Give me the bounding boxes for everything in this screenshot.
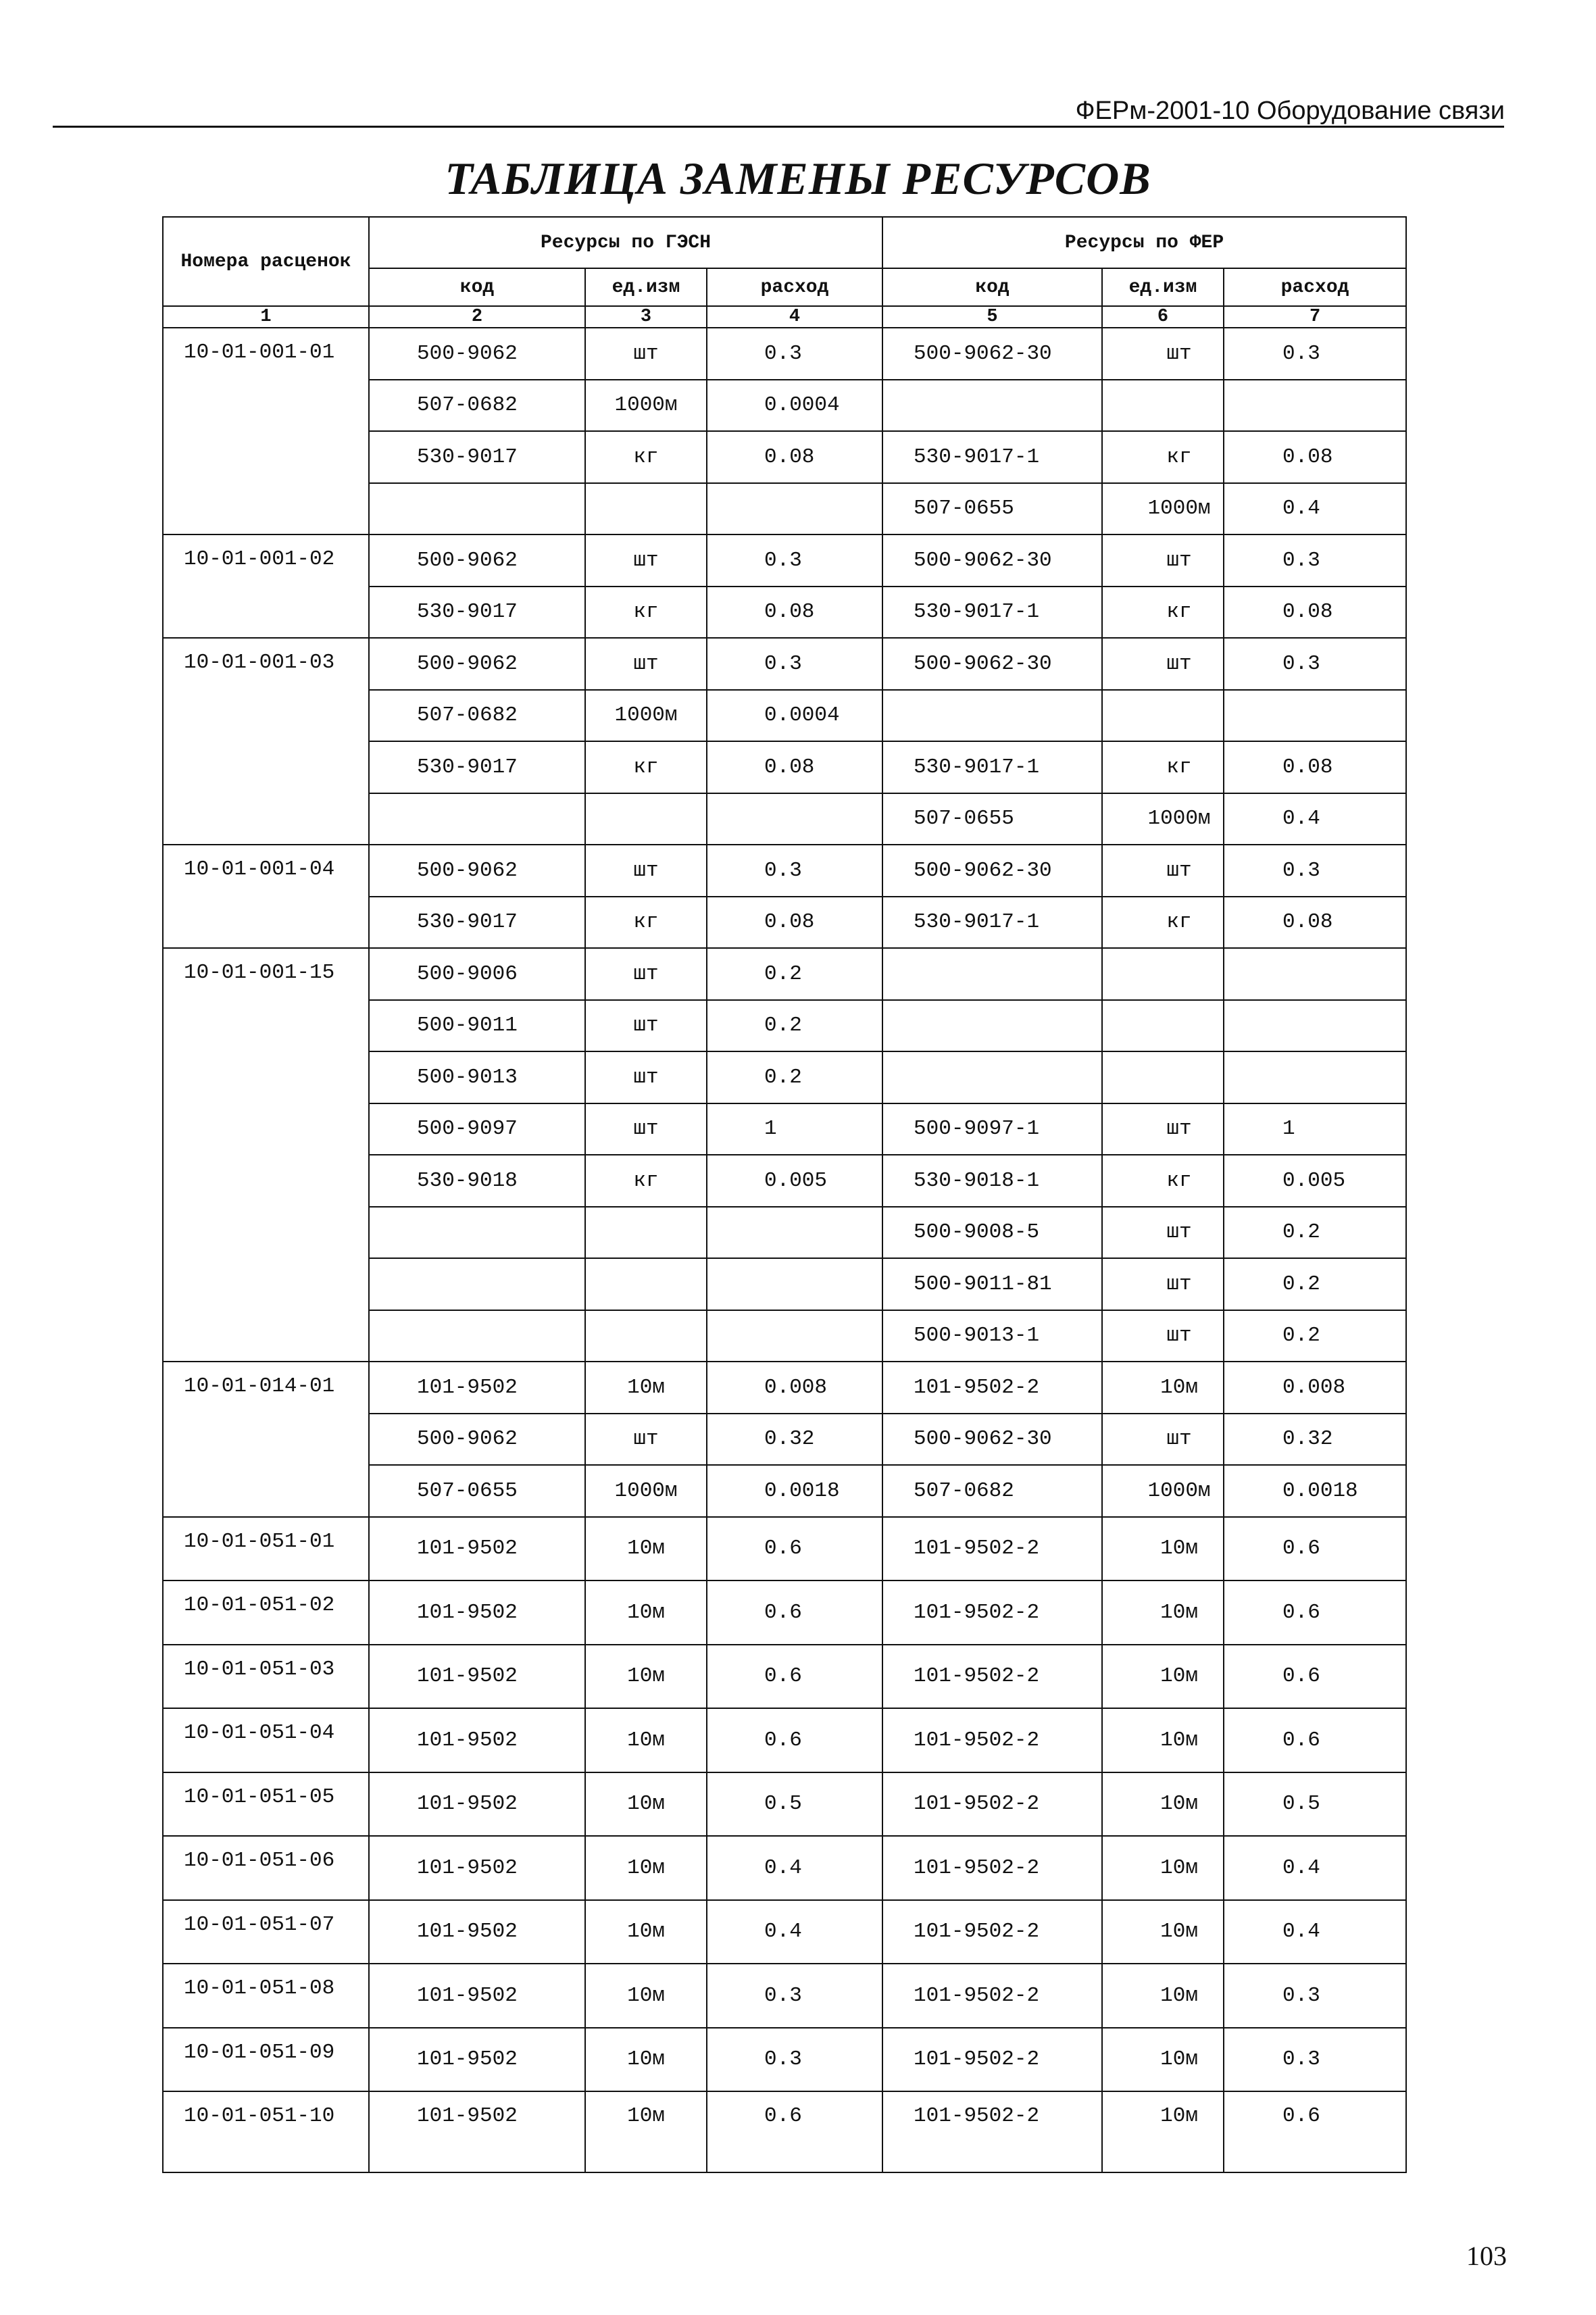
fer-unit-header: ед.изм (1102, 268, 1224, 306)
gesn-code-cell: 101-9502 (369, 1836, 585, 1900)
fer-unit-cell: кг (1102, 897, 1224, 949)
gesn-code-cell: 500-9062 (369, 534, 585, 587)
gesn-qty-cell: 0.6 (707, 1580, 882, 1645)
gesn-qty-cell: 0.3 (707, 845, 882, 897)
rate-number-cell: 10-01-051-10 (163, 2091, 369, 2172)
table-row (163, 1362, 1406, 1414)
gesn-qty-cell: 0.08 (707, 741, 882, 793)
gesn-code-cell: 507-0682 (369, 380, 585, 432)
gesn-code-cell: 530-9017 (369, 897, 585, 949)
gesn-qty-cell: 0.4 (707, 1900, 882, 1964)
fer-qty-cell: 0.6 (1224, 1645, 1406, 1709)
gesn-unit-cell (585, 1258, 707, 1310)
fer-qty-cell: 0.3 (1224, 1964, 1406, 2028)
gesn-unit-cell: шт (585, 845, 707, 897)
fer-qty-cell: 0.2 (1224, 1207, 1406, 1259)
fer-unit-cell: шт (1102, 1414, 1224, 1466)
gesn-unit-cell: 1000м (585, 1465, 707, 1517)
fer-code-cell: 101-9502-2 (882, 1580, 1102, 1645)
gesn-code-cell: 500-9011 (369, 1000, 585, 1052)
gesn-unit-cell: 10м (585, 1900, 707, 1964)
fer-unit-cell: шт (1102, 1103, 1224, 1155)
gesn-qty-cell: 0.4 (707, 1836, 882, 1900)
gesn-unit-cell: шт (585, 1000, 707, 1052)
fer-qty-cell: 0.4 (1224, 793, 1406, 845)
column-number: 5 (882, 306, 1102, 328)
gesn-unit-cell: 10м (585, 1772, 707, 1837)
gesn-code-cell: 101-9502 (369, 1362, 585, 1414)
table-row (163, 1900, 1406, 1964)
gesn-qty-cell: 0.6 (707, 1645, 882, 1709)
fer-qty-cell (1224, 380, 1406, 432)
rate-number-cell: 10-01-051-02 (163, 1580, 369, 1645)
fer-code-cell: 507-0655 (882, 483, 1102, 535)
gesn-unit-cell: кг (585, 431, 707, 483)
fer-unit-cell (1102, 1051, 1224, 1103)
gesn-unit-cell: 10м (585, 1362, 707, 1414)
gesn-code-cell: 101-9502 (369, 1580, 585, 1645)
fer-qty-cell: 0.08 (1224, 587, 1406, 639)
gesn-code-cell: 500-9006 (369, 948, 585, 1000)
gesn-code-cell: 500-9062 (369, 1414, 585, 1466)
fer-qty-cell: 0.32 (1224, 1414, 1406, 1466)
fer-qty-cell: 0.3 (1224, 845, 1406, 897)
table-row (163, 1964, 1406, 2028)
gesn-unit-cell: кг (585, 587, 707, 639)
rate-number-cell: 10-01-001-03 (163, 638, 369, 845)
gesn-code-cell: 530-9017 (369, 741, 585, 793)
fer-resources-header: Ресурсы по ФЕР (882, 217, 1406, 268)
fer-code-cell: 500-9062-30 (882, 1414, 1102, 1466)
gesn-unit-cell: 10м (585, 1708, 707, 1772)
fer-code-cell: 101-9502-2 (882, 1362, 1102, 1414)
gesn-unit-cell: кг (585, 897, 707, 949)
gesn-code-cell: 530-9018 (369, 1155, 585, 1207)
fer-unit-cell: 10м (1102, 1517, 1224, 1581)
column-number: 7 (1224, 306, 1406, 328)
rate-number-cell: 10-01-001-02 (163, 534, 369, 638)
fer-code-cell: 500-9011-81 (882, 1258, 1102, 1310)
fer-qty-cell: 0.2 (1224, 1258, 1406, 1310)
gesn-unit-cell (585, 1207, 707, 1259)
fer-qty-cell: 0.6 (1224, 1708, 1406, 1772)
fer-unit-cell: шт (1102, 328, 1224, 380)
gesn-qty-cell (707, 483, 882, 535)
fer-qty-cell (1224, 690, 1406, 742)
gesn-code-cell (369, 1258, 585, 1310)
fer-code-cell: 101-9502-2 (882, 1708, 1102, 1772)
rate-number-cell: 10-01-051-07 (163, 1900, 369, 1964)
rate-number-cell: 10-01-051-09 (163, 2028, 369, 2092)
fer-qty-cell: 0.4 (1224, 1836, 1406, 1900)
gesn-unit-header: ед.изм (585, 268, 707, 306)
gesn-unit-cell: 10м (585, 2091, 707, 2172)
gesn-unit-cell (585, 483, 707, 535)
gesn-qty-cell: 0.0018 (707, 1465, 882, 1517)
fer-qty-cell: 0.3 (1224, 2028, 1406, 2092)
rate-number-cell: 10-01-051-01 (163, 1517, 369, 1581)
gesn-code-cell (369, 1207, 585, 1259)
fer-code-cell (882, 380, 1102, 432)
column-number: 3 (585, 306, 707, 328)
gesn-code-cell: 101-9502 (369, 2028, 585, 2092)
rate-number-cell: 10-01-001-15 (163, 948, 369, 1362)
fer-qty-cell: 0.08 (1224, 897, 1406, 949)
gesn-code-cell: 101-9502 (369, 1964, 585, 2028)
gesn-unit-cell: 10м (585, 1964, 707, 2028)
fer-qty-cell (1224, 1051, 1406, 1103)
gesn-unit-cell: 10м (585, 1836, 707, 1900)
table-row (163, 948, 1406, 1000)
gesn-unit-cell: 1000м (585, 690, 707, 742)
fer-unit-cell: 10м (1102, 1900, 1224, 1964)
fer-unit-cell: шт (1102, 1207, 1224, 1259)
gesn-qty-cell: 0.3 (707, 2028, 882, 2092)
rate-number-cell: 10-01-014-01 (163, 1362, 369, 1517)
gesn-code-cell: 500-9097 (369, 1103, 585, 1155)
fer-unit-cell: 10м (1102, 1645, 1224, 1709)
gesn-code-cell: 530-9017 (369, 431, 585, 483)
gesn-qty-cell (707, 793, 882, 845)
table-row (163, 638, 1406, 690)
fer-code-cell: 500-9097-1 (882, 1103, 1102, 1155)
gesn-unit-cell: 1000м (585, 380, 707, 432)
table-row (163, 534, 1406, 587)
gesn-code-cell: 530-9017 (369, 587, 585, 639)
gesn-code-cell: 101-9502 (369, 1708, 585, 1772)
fer-code-cell: 530-9017-1 (882, 741, 1102, 793)
fer-code-cell: 101-9502-2 (882, 1517, 1102, 1581)
fer-unit-cell: шт (1102, 1310, 1224, 1362)
column-number: 6 (1102, 306, 1224, 328)
document-reference: ФЕРм-2001-10 Оборудование связи (1075, 97, 1505, 125)
table-row (163, 2028, 1406, 2092)
gesn-code-cell (369, 1310, 585, 1362)
fer-code-cell: 101-9502-2 (882, 1645, 1102, 1709)
gesn-qty-cell: 0.5 (707, 1772, 882, 1837)
gesn-qty-cell: 0.08 (707, 897, 882, 949)
gesn-qty-cell: 0.2 (707, 1051, 882, 1103)
table-row (163, 1517, 1406, 1581)
gesn-code-cell: 507-0655 (369, 1465, 585, 1517)
gesn-unit-cell: кг (585, 1155, 707, 1207)
fer-qty-cell: 0.6 (1224, 2091, 1406, 2172)
fer-code-cell: 507-0682 (882, 1465, 1102, 1517)
gesn-unit-cell: 10м (585, 1580, 707, 1645)
rate-number-cell: 10-01-051-08 (163, 1964, 369, 2028)
fer-unit-cell: 10м (1102, 1772, 1224, 1837)
fer-qty-cell: 0.008 (1224, 1362, 1406, 1414)
fer-qty-cell: 0.005 (1224, 1155, 1406, 1207)
fer-unit-cell (1102, 380, 1224, 432)
gesn-code-cell: 101-9502 (369, 2091, 585, 2172)
gesn-unit-cell: кг (585, 741, 707, 793)
fer-qty-cell: 0.6 (1224, 1517, 1406, 1581)
gesn-qty-cell: 0.0004 (707, 690, 882, 742)
table-row (163, 1645, 1406, 1709)
gesn-code-cell: 500-9013 (369, 1051, 585, 1103)
column-number: 1 (163, 306, 369, 328)
fer-qty-cell: 0.0018 (1224, 1465, 1406, 1517)
fer-qty-cell: 0.3 (1224, 534, 1406, 587)
table-row (163, 1580, 1406, 1645)
table-body (163, 328, 1406, 2172)
gesn-qty-cell: 0.2 (707, 1000, 882, 1052)
fer-code-cell (882, 690, 1102, 742)
fer-code-cell: 101-9502-2 (882, 1964, 1102, 2028)
rate-number-cell: 10-01-051-03 (163, 1645, 369, 1709)
gesn-qty-cell: 0.3 (707, 638, 882, 690)
gesn-unit-cell: шт (585, 534, 707, 587)
fer-code-cell: 500-9062-30 (882, 638, 1102, 690)
table-row (163, 1708, 1406, 1772)
gesn-code-cell: 101-9502 (369, 1900, 585, 1964)
gesn-code-cell (369, 793, 585, 845)
fer-unit-cell: шт (1102, 1258, 1224, 1310)
resource-replacement-table (162, 216, 1407, 2173)
fer-unit-cell: 10м (1102, 1836, 1224, 1900)
gesn-unit-cell: 10м (585, 2028, 707, 2092)
fer-code-cell: 101-9502-2 (882, 1772, 1102, 1837)
fer-unit-cell: 10м (1102, 2028, 1224, 2092)
gesn-code-cell: 101-9502 (369, 1772, 585, 1837)
gesn-unit-cell: шт (585, 1103, 707, 1155)
rate-number-cell: 10-01-001-04 (163, 845, 369, 948)
fer-code-cell: 101-9502-2 (882, 1836, 1102, 1900)
fer-code-cell: 101-9502-2 (882, 2028, 1102, 2092)
table-row (163, 2091, 1406, 2172)
fer-unit-cell: 10м (1102, 1964, 1224, 2028)
gesn-qty-cell: 0.0004 (707, 380, 882, 432)
fer-code-header: код (882, 268, 1102, 306)
gesn-qty-cell: 0.08 (707, 587, 882, 639)
rate-number-header: Номера расценок (163, 217, 369, 306)
gesn-code-cell (369, 483, 585, 535)
fer-qty-cell: 0.08 (1224, 741, 1406, 793)
gesn-qty-cell: 0.2 (707, 948, 882, 1000)
gesn-qty-cell: 0.32 (707, 1414, 882, 1466)
gesn-code-cell: 500-9062 (369, 845, 585, 897)
fer-qty-cell: 0.08 (1224, 431, 1406, 483)
fer-unit-cell: шт (1102, 534, 1224, 587)
gesn-qty-cell: 0.3 (707, 1964, 882, 2028)
fer-code-cell: 500-9008-5 (882, 1207, 1102, 1259)
gesn-code-cell: 101-9502 (369, 1517, 585, 1581)
gesn-qty-cell: 0.008 (707, 1362, 882, 1414)
gesn-unit-cell: 10м (585, 1517, 707, 1581)
table-row (163, 1836, 1406, 1900)
page-number: 103 (1466, 2241, 1507, 2271)
table-row (163, 1772, 1406, 1837)
fer-code-cell: 101-9502-2 (882, 1900, 1102, 1964)
table-row (163, 845, 1406, 897)
gesn-unit-cell: шт (585, 328, 707, 380)
gesn-qty-cell: 0.08 (707, 431, 882, 483)
gesn-code-header: код (369, 268, 585, 306)
fer-qty-header: расход (1224, 268, 1406, 306)
gesn-qty-cell: 0.005 (707, 1155, 882, 1207)
fer-qty-cell: 0.5 (1224, 1772, 1406, 1837)
fer-unit-cell: 1000м (1102, 1465, 1224, 1517)
fer-qty-cell: 0.6 (1224, 1580, 1406, 1645)
gesn-code-cell: 507-0682 (369, 690, 585, 742)
gesn-qty-cell: 0.3 (707, 328, 882, 380)
fer-qty-cell (1224, 1000, 1406, 1052)
fer-code-cell: 507-0655 (882, 793, 1102, 845)
fer-unit-cell: кг (1102, 741, 1224, 793)
fer-unit-cell (1102, 948, 1224, 1000)
fer-qty-cell: 0.3 (1224, 638, 1406, 690)
fer-code-cell (882, 1000, 1102, 1052)
gesn-unit-cell: шт (585, 948, 707, 1000)
rate-number-cell: 10-01-051-06 (163, 1836, 369, 1900)
gesn-qty-cell (707, 1310, 882, 1362)
rate-number-cell: 10-01-051-05 (163, 1772, 369, 1837)
rate-number-cell: 10-01-051-04 (163, 1708, 369, 1772)
fer-unit-cell: шт (1102, 638, 1224, 690)
fer-code-cell: 101-9502-2 (882, 2091, 1102, 2172)
page-title: ТАБЛИЦА ЗАМЕНЫ РЕСУРСОВ (445, 153, 1151, 204)
fer-unit-cell (1102, 1000, 1224, 1052)
fer-qty-cell (1224, 948, 1406, 1000)
gesn-qty-cell (707, 1258, 882, 1310)
column-number: 2 (369, 306, 585, 328)
fer-code-cell: 500-9062-30 (882, 328, 1102, 380)
fer-qty-cell: 0.4 (1224, 483, 1406, 535)
gesn-unit-cell: шт (585, 638, 707, 690)
fer-qty-cell: 0.4 (1224, 1900, 1406, 1964)
gesn-code-cell: 500-9062 (369, 328, 585, 380)
gesn-code-cell: 500-9062 (369, 638, 585, 690)
table-row (163, 328, 1406, 380)
fer-code-cell: 530-9017-1 (882, 431, 1102, 483)
gesn-unit-cell: шт (585, 1051, 707, 1103)
gesn-code-cell: 101-9502 (369, 1645, 585, 1709)
gesn-unit-cell: шт (585, 1414, 707, 1466)
fer-qty-cell: 0.3 (1224, 328, 1406, 380)
fer-qty-cell: 0.2 (1224, 1310, 1406, 1362)
gesn-qty-cell: 0.6 (707, 1708, 882, 1772)
fer-unit-cell: 10м (1102, 1580, 1224, 1645)
gesn-qty-header: расход (707, 268, 882, 306)
gesn-qty-cell: 0.6 (707, 2091, 882, 2172)
header-rule (53, 126, 1504, 128)
fer-code-cell: 500-9062-30 (882, 845, 1102, 897)
fer-unit-cell: 1000м (1102, 793, 1224, 845)
gesn-qty-cell: 0.6 (707, 1517, 882, 1581)
fer-code-cell: 530-9017-1 (882, 587, 1102, 639)
gesn-unit-cell (585, 1310, 707, 1362)
fer-code-cell (882, 948, 1102, 1000)
fer-unit-cell (1102, 690, 1224, 742)
fer-unit-cell: кг (1102, 431, 1224, 483)
gesn-unit-cell: 10м (585, 1645, 707, 1709)
fer-unit-cell: шт (1102, 845, 1224, 897)
fer-qty-cell: 1 (1224, 1103, 1406, 1155)
fer-unit-cell: 10м (1102, 2091, 1224, 2172)
fer-code-cell: 530-9018-1 (882, 1155, 1102, 1207)
fer-code-cell: 500-9013-1 (882, 1310, 1102, 1362)
fer-unit-cell: 1000м (1102, 483, 1224, 535)
fer-unit-cell: 10м (1102, 1362, 1224, 1414)
gesn-resources-header: Ресурсы по ГЭСН (369, 217, 882, 268)
gesn-unit-cell (585, 793, 707, 845)
fer-unit-cell: 10м (1102, 1708, 1224, 1772)
rate-number-cell: 10-01-001-01 (163, 328, 369, 534)
gesn-qty-cell: 1 (707, 1103, 882, 1155)
fer-code-cell (882, 1051, 1102, 1103)
fer-code-cell: 500-9062-30 (882, 534, 1102, 587)
fer-code-cell: 530-9017-1 (882, 897, 1102, 949)
gesn-qty-cell (707, 1207, 882, 1259)
fer-unit-cell: кг (1102, 1155, 1224, 1207)
column-number: 4 (707, 306, 882, 328)
fer-unit-cell: кг (1102, 587, 1224, 639)
gesn-qty-cell: 0.3 (707, 534, 882, 587)
